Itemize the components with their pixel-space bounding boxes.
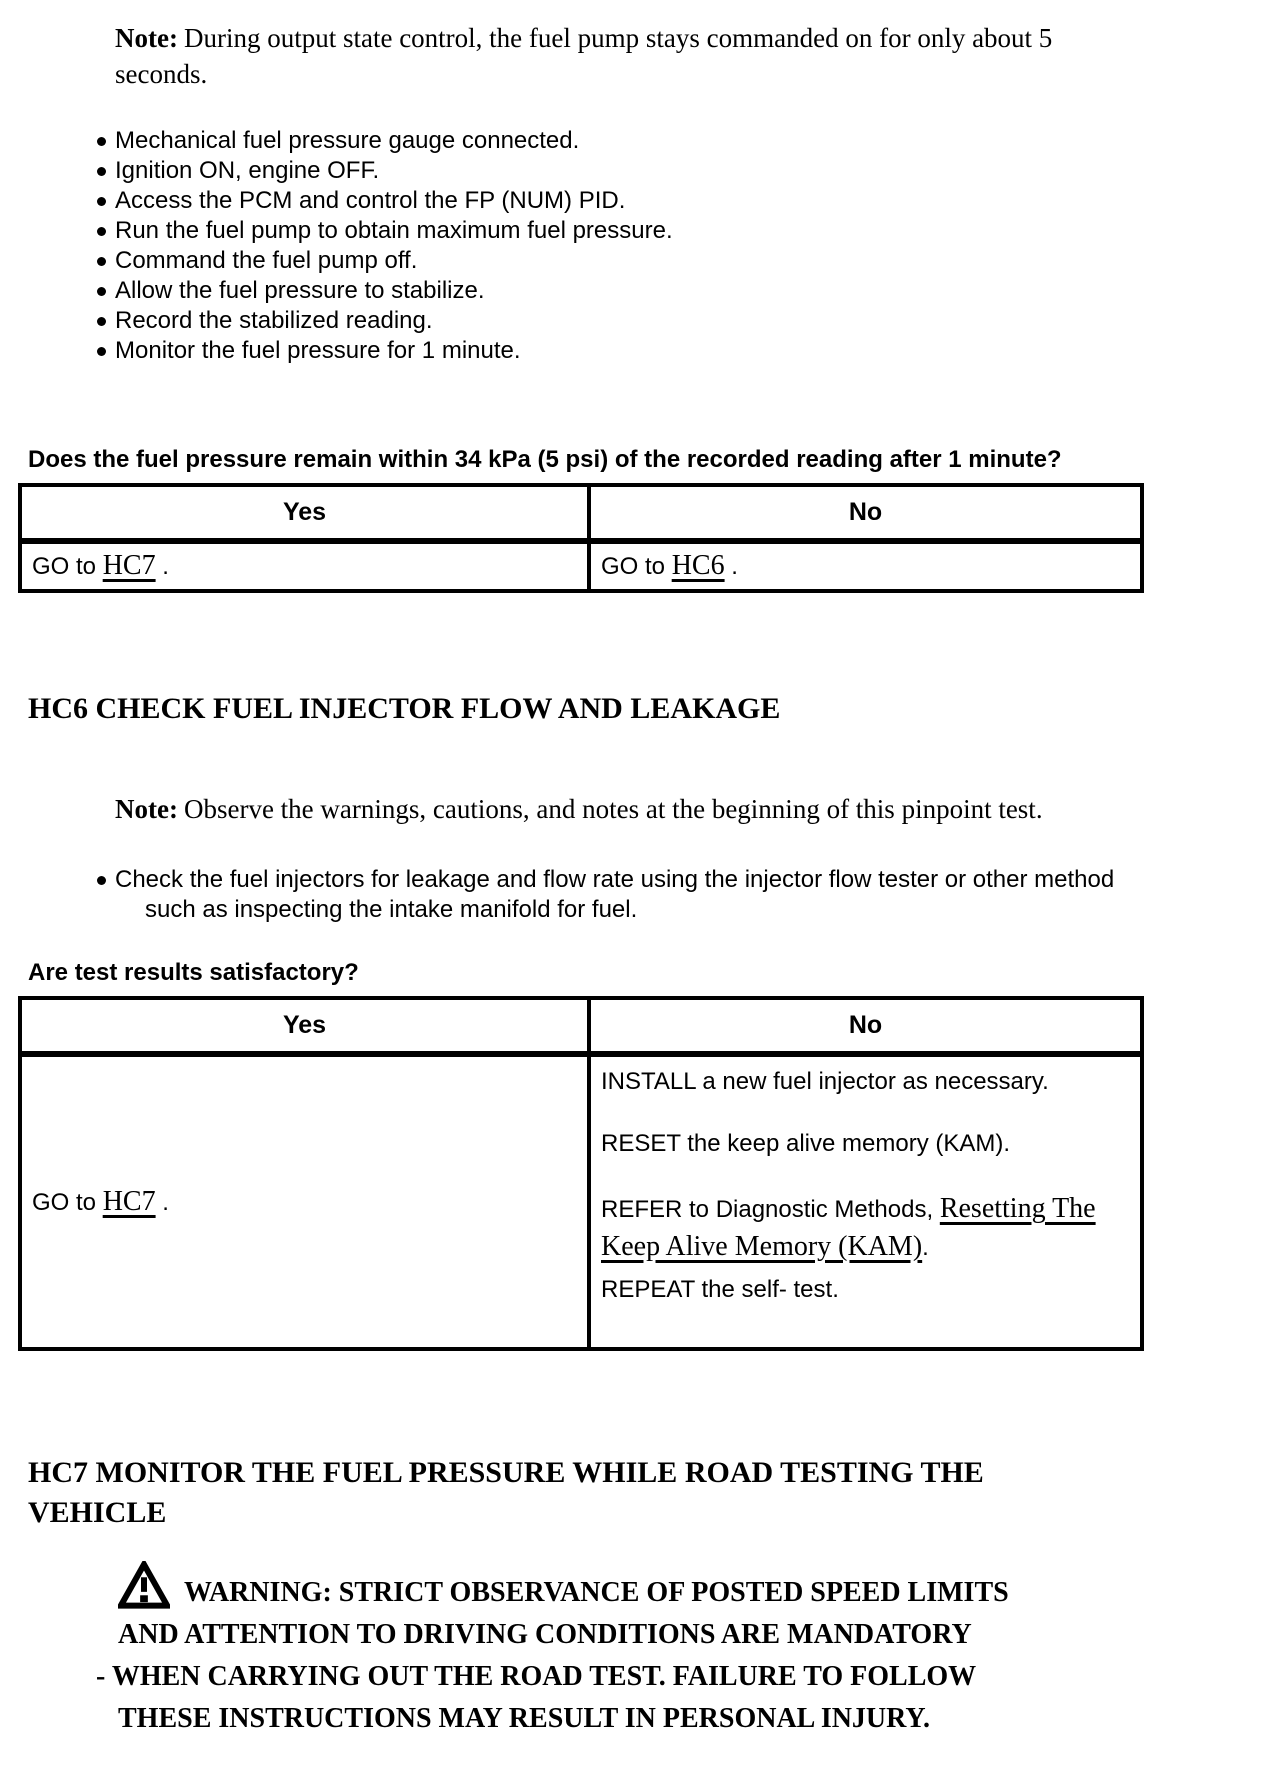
period-text: . <box>155 1188 169 1216</box>
warning-road-test <box>96 1561 1078 1740</box>
warning-line <box>118 1561 1078 1614</box>
link-resetting-kam[interactable]: Resetting The Keep Alive Memory (KAM) <box>601 1193 1096 1262</box>
list-item: Command the fuel pump off. <box>145 246 1144 276</box>
period-text: . <box>155 553 169 580</box>
list-item: Allow the fuel pressure to stabilize. <box>145 276 1144 306</box>
section-heading-hc7: HC7 MONITOR THE FUEL PRESSURE WHILE ROAD TESTING THE VEHICLE <box>28 1456 984 1529</box>
section-heading-hc6: HC6 CHECK FUEL INJECTOR FLOW AND LEAKAGE <box>28 692 781 725</box>
list-item: Check the fuel injectors for leakage and flow rate using the injector flow tester or other method such as inspecting the intake manifold for fuel. <box>145 865 1144 925</box>
list-item: Mechanical fuel pressure gauge connected. <box>145 126 1144 156</box>
decision-question-fuel-pressure: Does the fuel pressure remain within 34 kPa (5 psi) of the recorded reading after 1 minute? <box>28 446 1062 473</box>
refer-text: REFER to Diagnostic Methods, <box>601 1196 940 1223</box>
no-action-cell <box>589 541 1142 591</box>
go-to-text: GO to <box>32 1188 103 1216</box>
decision-table-fuel-pressure <box>18 483 1144 593</box>
no-action-cell <box>589 1054 1142 1349</box>
period-text: . <box>922 1234 929 1261</box>
column-header-yes: Yes <box>20 485 589 541</box>
procedure-step-list <box>0 126 1264 366</box>
note-label: Note: <box>115 794 178 824</box>
list-item: Run the fuel pump to obtain maximum fuel pressure. <box>145 216 1144 246</box>
link-hc6[interactable]: HC6 <box>671 550 725 581</box>
note-label: Note: <box>115 23 178 53</box>
action-repeat-self-test: REPEAT the self- test. <box>601 1276 839 1303</box>
link-hc7[interactable]: HC7 <box>102 1185 156 1217</box>
warning-triangle-icon <box>118 1561 170 1609</box>
note-text: During output state control, the fuel pump stays commanded on for only about 5 seconds. <box>115 23 1053 89</box>
go-to-text: GO to <box>601 553 672 580</box>
column-header-yes: Yes <box>20 998 589 1054</box>
column-header-no: No <box>589 998 1142 1054</box>
go-to-text: GO to <box>32 553 103 580</box>
action-refer <box>601 1191 1110 1267</box>
note-pinpoint-test <box>115 791 1080 827</box>
note-text: Observe the warnings, cautions, and notes at the beginning of this pinpoint test. <box>183 794 1043 824</box>
warning-line: - WHEN CARRYING OUT THE ROAD TEST. FAILURE TO FOLLOW <box>96 1661 977 1692</box>
period-text: . <box>724 553 738 580</box>
action-install: INSTALL a new fuel injector as necessary. <box>601 1068 1049 1095</box>
note-output-state-control <box>115 20 1080 92</box>
yes-action-cell <box>20 541 589 591</box>
yes-action-cell <box>20 1054 589 1349</box>
decision-question-test-results: Are test results satisfactory? <box>28 959 359 986</box>
warning-line: AND ATTENTION TO DRIVING CONDITIONS ARE MANDATORY <box>118 1619 972 1650</box>
decision-table-test-results <box>18 996 1144 1351</box>
action-reset-kam: RESET the keep alive memory (KAM). <box>601 1130 1011 1157</box>
column-header-no: No <box>589 485 1142 541</box>
list-item: Access the PCM and control the FP (NUM) PID. <box>145 186 1144 216</box>
warning-line: THESE INSTRUCTIONS MAY RESULT IN PERSONAL INJURY. <box>118 1703 931 1734</box>
link-hc7[interactable]: HC7 <box>102 550 156 581</box>
check-step-list <box>0 865 1264 925</box>
list-item: Monitor the fuel pressure for 1 minute. <box>145 336 1144 366</box>
list-item: Ignition ON, engine OFF. <box>145 156 1144 186</box>
warning-text: WARNING: STRICT OBSERVANCE OF POSTED SPEED LIMITS <box>184 1577 1009 1608</box>
list-item: Record the stabilized reading. <box>145 306 1144 336</box>
